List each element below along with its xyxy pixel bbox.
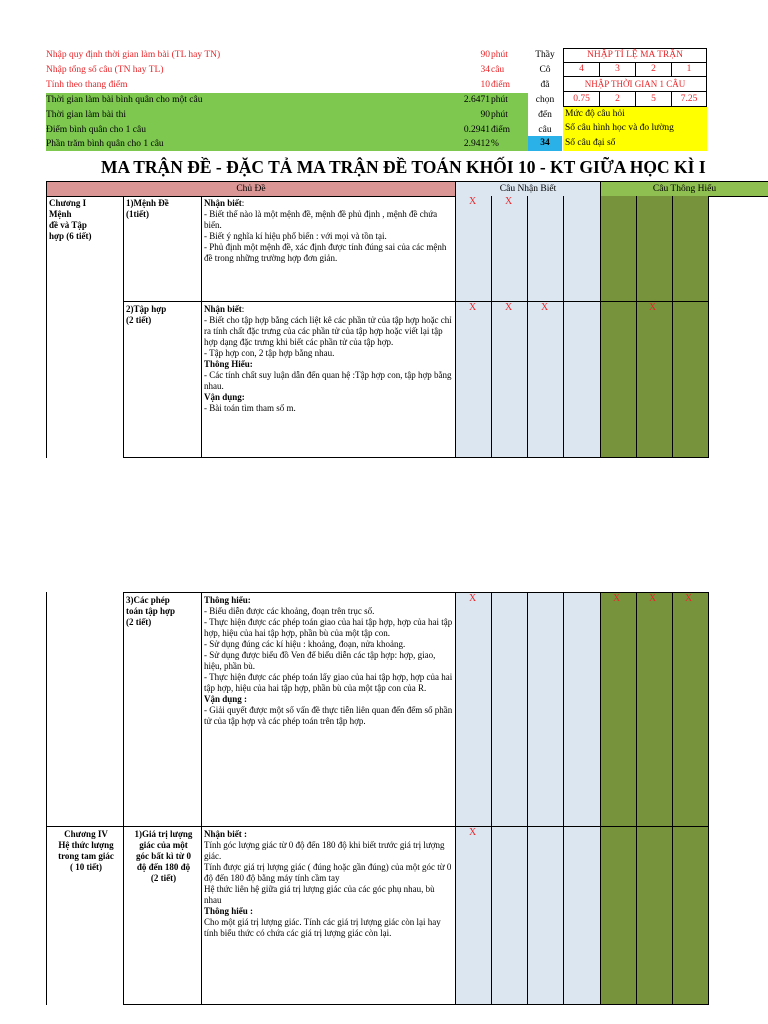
- grid-line: [123, 457, 709, 458]
- grid-line: [563, 196, 564, 458]
- algebra-count-label: Số câu đại số: [563, 136, 707, 151]
- mark-x: X: [469, 196, 477, 207]
- ratio-input[interactable]: 3: [599, 62, 636, 77]
- lesson-3-description: [202, 593, 456, 727]
- time-input[interactable]: 5: [635, 91, 672, 107]
- ratio-input[interactable]: 1: [671, 62, 707, 77]
- grid-line: [600, 196, 601, 458]
- grid-line: [708, 592, 709, 1005]
- level-text: - Các tính chất suy luận dẫn đến quan hệ :Tập hợp con, tập hợp bằng nhau.: [204, 370, 452, 391]
- grid-line: [636, 592, 637, 1005]
- level-heading: Nhận biết: [204, 198, 242, 208]
- config-avg-time-label: Thời gian làm bài bình quân cho một câu: [46, 95, 203, 105]
- teacher-chosen-note: [528, 48, 562, 138]
- mark-x: X: [613, 593, 621, 604]
- grid-line: [491, 592, 492, 1005]
- grid-line: [563, 592, 564, 1005]
- config-count-value[interactable]: 34: [480, 65, 490, 75]
- ratio-input[interactable]: 4: [563, 62, 600, 77]
- header-understand: Câu Thông Hiểu: [600, 181, 768, 197]
- note-word: Thầy: [535, 50, 555, 60]
- config-exam-time-value: 90: [480, 110, 490, 120]
- grid-line: [46, 592, 47, 1005]
- mark-x: X: [649, 302, 657, 313]
- lesson-1-description: [202, 196, 456, 264]
- lesson-3-label: 3)Các phép toán tập hợp (2 tiết): [126, 595, 175, 627]
- level-text: - Giải quyết được một số vấn đề thực tiễn liên quan đến đếm số phần tử của tập hợp và các phép toán trên tập hợp.: [204, 705, 453, 726]
- note-word: Cô: [539, 65, 551, 75]
- note-word: đã: [540, 80, 550, 90]
- mark-x: X: [649, 593, 657, 604]
- ratio-input[interactable]: 2: [635, 62, 672, 77]
- config-avg-score-label: Điểm bình quân cho 1 câu: [46, 125, 146, 135]
- config-avg-percent-label: Phần trăm bình quân cho 1 câu: [46, 139, 164, 149]
- understand-column-bg: [600, 196, 708, 458]
- lesson-4-description: [202, 827, 456, 939]
- level-text: : - Biết thế nào là một mệnh đề, mệnh đề phủ định , mệnh đề chứa biến. - Biết ý nghĩa kí hiệu phổ biến : với mọi và tồn tại. - Phủ định một mệnh đề, xác định được tính đúng sai của các mệnh đề trong những trường hợp đơn giản.: [204, 198, 447, 263]
- config-time-unit: phút: [491, 50, 508, 60]
- config-count-unit: câu: [491, 65, 505, 75]
- config-avg-score-value: 0.2941: [463, 125, 490, 135]
- config-scale-unit: điểm: [491, 80, 510, 90]
- config-scale-value[interactable]: 10: [480, 80, 490, 90]
- grid-line: [123, 1004, 709, 1005]
- lesson-2-label: 2)Tập hợp (2 tiết): [126, 304, 167, 325]
- level-heading: Nhận biết: [204, 304, 242, 314]
- mark-x: X: [505, 302, 513, 313]
- note-word: đến: [538, 110, 552, 120]
- mark-x: X: [541, 302, 549, 313]
- level-heading: Nhận biết :: [204, 829, 248, 839]
- chapter-1-label: Chương I Mệnh đề và Tập hợp (6 tiết): [49, 198, 92, 241]
- config-exam-time-unit: phút: [491, 110, 508, 120]
- level-text: - Bài toán tìm tham số m.: [204, 403, 296, 413]
- lesson-1-label: 1)Mệnh Đề (1tiết): [126, 198, 169, 219]
- config-avg-time-unit: phút: [491, 95, 508, 105]
- mark-x: X: [469, 593, 477, 604]
- time-header: NHẬP THỜI GIAN 1 CÂU: [563, 76, 707, 92]
- grid-line: [527, 196, 528, 458]
- level-heading: Vận dụng:: [204, 392, 245, 402]
- mark-x: X: [685, 593, 693, 604]
- config-time-value[interactable]: 90: [480, 50, 490, 60]
- config-avg-percent-unit: %: [491, 139, 499, 149]
- grid-line: [672, 592, 673, 1005]
- question-count-value[interactable]: 34: [528, 136, 562, 151]
- level-label: Mức độ câu hỏi: [563, 107, 707, 121]
- level-text: : - Biết cho tập hợp bằng cách liệt kê các phần tử của tập hợp hoặc chỉ ra tính chất đặc trưng của các phần tử của tập hợp hoặc viết lại tập hợp dạng đặc trưng khi biết các phần tử của tập hợp. - Tập hợp con, 2 tập hợp bằng nhau.: [204, 304, 452, 358]
- config-count-label: Nhập tổng số câu (TN hay TL): [46, 65, 164, 75]
- page-title: MA TRẬN ĐỀ - ĐẶC TẢ MA TRẬN ĐỀ TOÁN KHỐI 10 - KT GIỮA HỌC KÌ I: [101, 157, 706, 177]
- header-topic: Chủ Đề: [46, 181, 456, 197]
- lesson-2-description: [202, 302, 456, 414]
- note-word: câu: [538, 125, 552, 135]
- config-avg-time-value: 2.6471: [463, 95, 490, 105]
- level-heading: Thông hiểu:: [204, 595, 251, 605]
- geometry-count-label: Số câu hình học và đo lường: [563, 121, 707, 136]
- mark-x: X: [469, 302, 477, 313]
- grid-line: [527, 592, 528, 1005]
- mark-x: X: [505, 196, 513, 207]
- ratio-header: NHẬP TỈ LỆ MA TRẬN: [563, 48, 707, 63]
- config-exam-time-label: Thời gian làm bài thi: [46, 110, 126, 120]
- level-text: Tính góc lượng giác từ 0 độ đến 180 độ khi biết trước giá trị lượng giác. Tính được giá trị lượng giác ( đúng hoặc gần đúng) của một góc từ 0 độ đến 180 độ bằng máy tính cầm tay Hệ thức liên hệ giữa giá trị lượng giác của các góc phụ nhau, bù nhau: [204, 840, 452, 905]
- config-scale-label: Tính theo thang điểm: [46, 80, 128, 90]
- level-text: - Biểu diễn được các khoảng, đoạn trên trục số. - Thực hiện được các phép toán giao của hai tập hợp, hợp của hai tập hợp, hiệu của hai tập hợp, phần bù của một tập con. - Sử dụng đúng các kí hiệu : khoảng, đoạn, nửa khoảng. - Sử dụng được biểu đồ Ven để biểu diễn các tập hợp: hợp, giao, hiệu, phần bù. - Thực hiện được các phép toán lấy giao của hai tập hợp, hợp của hai tập hợp, hiệu của hai tập hợp, phần bù của một tập con của R.: [204, 606, 453, 693]
- chapter-4-label: Chương IV Hệ thức lượng trong tam giác ( 10 tiết): [58, 829, 114, 872]
- note-word: chọn: [535, 95, 555, 105]
- level-text: Cho một giá trị lượng giác. Tính các giá trị lượng giác còn lại hay tính biểu thức có chứa các giá trị lượng giác còn lại.: [204, 917, 441, 938]
- grid-line: [672, 196, 673, 458]
- grid-line: [708, 196, 709, 458]
- grid-line: [636, 196, 637, 458]
- time-input[interactable]: 2: [599, 91, 636, 107]
- level-heading: Thông Hiểu:: [204, 359, 253, 369]
- config-avg-score-unit: điểm: [491, 125, 510, 135]
- grid-line: [600, 592, 601, 1005]
- understand-column-bg: [600, 592, 708, 1005]
- mark-x: X: [469, 827, 477, 838]
- level-heading: Vận dụng :: [204, 694, 248, 704]
- header-recognize: Câu Nhận Biết: [455, 181, 601, 197]
- time-input[interactable]: 7.25: [671, 91, 707, 107]
- lesson-4-label: 1)Giá trị lượng giác của một góc bất kì từ 0 độ đến 180 độ (2 tiết): [134, 829, 193, 883]
- config-time-label: Nhập quy định thời gian làm bài (TL hay TN): [46, 50, 221, 60]
- grid-line: [491, 196, 492, 458]
- time-input[interactable]: 0.75: [563, 91, 600, 107]
- level-heading: Thông hiểu :: [204, 906, 254, 916]
- config-avg-percent-value: 2.9412: [463, 139, 490, 149]
- grid-line: [123, 592, 124, 1005]
